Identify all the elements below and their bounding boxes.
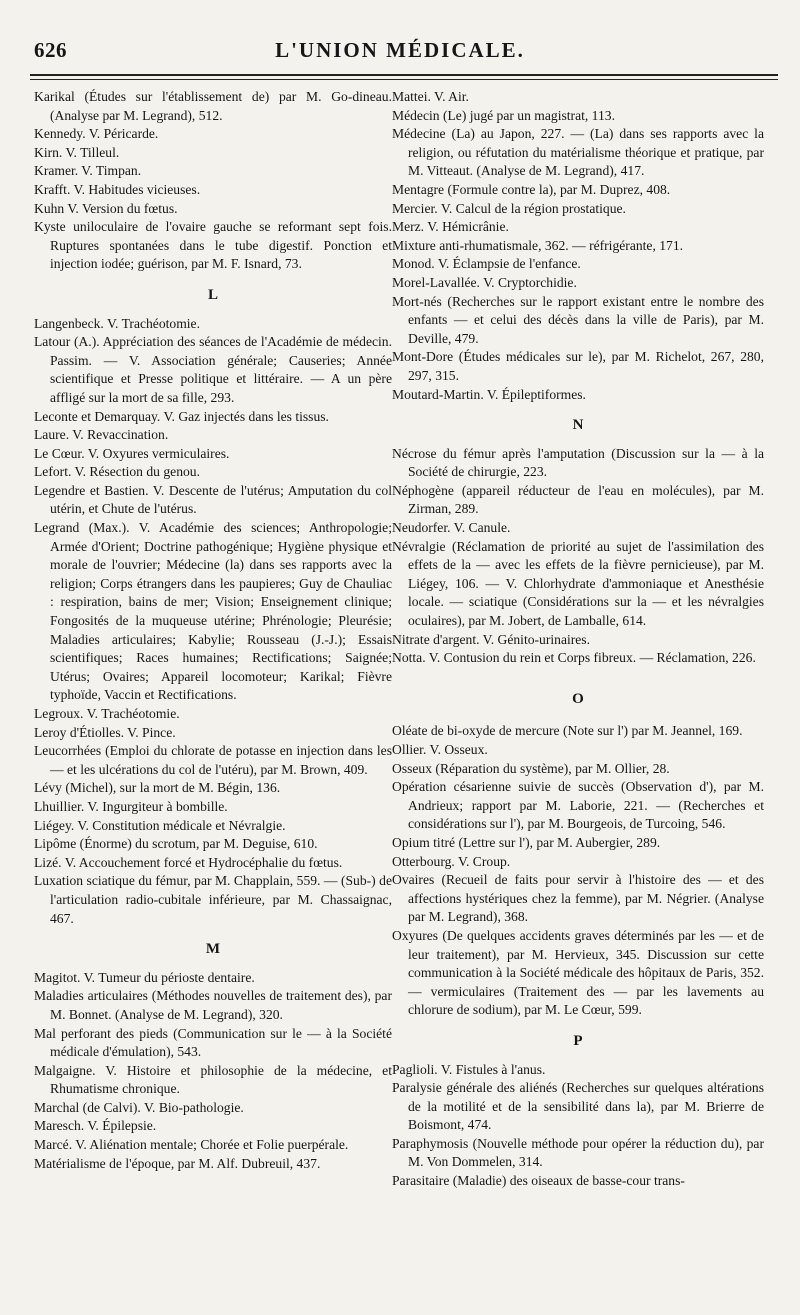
index-entry: Mont-Dore (Études médicales sur le), par M. Richelot, 267, 280, 297, 315. xyxy=(392,349,764,383)
index-entry: Paralysie générale des aliénés (Recherches sur quelques altérations de la motilité et de la sensibilité dans la), par M. Brierre de Boismont, 474. xyxy=(392,1080,764,1133)
index-entry: Ollier. V. Osseux. xyxy=(392,742,488,757)
index-entry: Luxation sciatique du fémur, par M. Chapplain, 559. — (Sub-) de l'articulation radio-cubitale inférieure, par M. Chassaignac, 467. xyxy=(34,873,392,926)
section-letter: M xyxy=(205,941,221,958)
index-entry: Leroy d'Étiolles. V. Pince. xyxy=(34,724,176,740)
index-entry: Mattei. V. Air. xyxy=(392,89,469,104)
index-entry: Leucorrhées (Emploi du chlorate de potasse en injection dans les — et les ulcérations du col de l'utéru), par M. Brown, 409. xyxy=(34,743,392,777)
index-entry: Nécrose du fémur après l'amputation (Discussion sur la — à la Société de chirurgie, 223. xyxy=(392,445,764,480)
index-entry: Mal perforant des pieds (Communication sur le — à la Société médicale d'émulation), 543. xyxy=(34,1025,392,1060)
index-entry: Kennedy. V. Péricarde. xyxy=(34,126,159,142)
index-entry: Legendre et Bastien. V. Descente de l'utérus; Amputation du col utérin, et Chute de l'utérus. xyxy=(34,482,392,517)
index-entry: Neudorfer. V. Canule. xyxy=(392,520,511,536)
index-entry: Opium titré (Lettre sur l'), par M. Aubergier, 289. xyxy=(392,834,661,850)
index-entry: Oxyures (De quelques accidents graves déterminés par les — et de leur traitement), par M. Hervieux, 345. Discussion sur cette communication à la Société médicale des hôpitaux de Paris, 352. — vermiculaires (Traitement des — par les lavements au chlorure de sodium), par M. Le Cœur, 599. xyxy=(392,927,764,1018)
index-entry: Lipôme (Énorme) du scrotum, par M. Deguise, 610. xyxy=(34,836,318,852)
index-entry: Magitot. V. Tumeur du périoste dentaire. xyxy=(34,969,255,985)
index-entry: Matérialisme de l'époque, par M. Alf. Dubreuil, 437. xyxy=(34,1155,321,1171)
index-entry: Kyste uniloculaire de l'ovaire gauche se reformant sept fois. Ruptures spontanées dans le tube digestif. Ponction et injection iodée; guérison, par M. F. Isnard, 73. xyxy=(34,219,392,272)
index-entry: Kuhn V. Version du fœtus. xyxy=(34,200,178,216)
index-entry: Karikal (Études sur l'établissement de) par M. Go-dineau. (Analyse par M. Legrand), 512. xyxy=(34,89,392,123)
index-entry: Marcé. V. Aliénation mentale; Chorée et Folie puerpérale. xyxy=(34,1137,349,1153)
index-entry: Le Cœur. V. Oxyures vermiculaires. xyxy=(34,445,230,461)
index-entry: Lizé. V. Accouchement forcé et Hydrocéphalie du fœtus. xyxy=(34,854,343,870)
index-entry: Osseux (Réparation du système), par M. Ollier, 28. xyxy=(392,760,670,776)
index-entry: Parasitaire (Maladie) des oiseaux de basse-cour trans- xyxy=(392,1173,685,1189)
index-entry: Néphogène (appareil réducteur de l'eau en molécules), par M. Zirman, 289. xyxy=(392,482,764,517)
index-entry: Mercier. V. Calcul de la région prostatique. xyxy=(392,200,626,216)
index-entry: Morel-Lavallée. V. Cryptorchidie. xyxy=(392,274,577,290)
section-letter: P xyxy=(573,1032,583,1049)
index-entry: Lhuillier. V. Ingurgiteur à bombille. xyxy=(34,798,228,814)
index-entry: Kramer. V. Timpan. xyxy=(34,163,142,179)
index-entry: Notta. V. Contusion du rein et Corps fibreux. — Réclamation, 226. xyxy=(392,650,756,666)
index-entry: Médecine (La) au Japon, 227. — (La) dans ses rapports avec la religion, ou réfutation du matérialisme théorique et pratique, par M. Vitteaut. (Analyse de M. Legrand), 417. xyxy=(392,126,764,179)
index-entry: Lefort. V. Résection du genou. xyxy=(34,464,200,480)
page-number: 626 xyxy=(34,38,67,62)
right-column xyxy=(392,88,764,1191)
page-header xyxy=(28,38,772,74)
header-rule-thin xyxy=(30,79,778,80)
section-letter: L xyxy=(207,286,218,303)
index-entry: Moutard-Martin. V. Épileptiformes. xyxy=(392,386,586,402)
index-entry: Névralgie (Réclamation de priorité au sujet de l'assimilation des effets de la — avec les effets de la fièvre pernicieuse), par M. Liégey, 106. — V. Chlorhydrate d'ammoniaque et Anesthésie locale. — sciatique (Considérations sur la — et les névralgies oculaires), par M. Jobert, de Lamballe, 614. xyxy=(392,538,764,629)
index-entry: Paglioli. V. Fistules à l'anus. xyxy=(392,1061,546,1077)
index-entry: Ovaires (Recueil de faits pour servir à l'histoire des — et des affections hystériques chez la femme), par M. Négrier. (Analyse par M. Legrand), 368. xyxy=(392,872,764,925)
index-entry: Laure. V. Revaccination. xyxy=(34,427,169,443)
index-entry: Langenbeck. V. Trachéotomie. xyxy=(34,315,200,331)
running-title: L'UNION MÉDICALE. xyxy=(275,38,525,62)
index-entry: Paraphymosis (Nouvelle méthode pour opérer la réduction du), par M. Von Dommelen, 314. xyxy=(392,1135,764,1170)
index-entry: Mentagre (Formule contre la), par M. Duprez, 408. xyxy=(392,181,671,197)
index-entry: Krafft. V. Habitudes vicieuses. xyxy=(34,181,201,197)
left-column xyxy=(34,88,392,1173)
index-entry: Monod. V. Éclampsie de l'enfance. xyxy=(392,256,581,272)
index-entry: Legroux. V. Trachéotomie. xyxy=(34,706,180,721)
section-letter: N xyxy=(572,417,584,434)
index-entry: Mixture anti-rhumatismale, 362. — réfrigérante, 171. xyxy=(392,237,684,253)
header-rule xyxy=(30,74,778,76)
index-entry: Leconte et Demarquay. V. Gaz injectés dans les tissus. xyxy=(34,408,329,424)
index-entry: Maladies articulaires (Méthodes nouvelles de traitement des), par M. Bonnet. (Analyse de M. Legrand), 320. xyxy=(34,988,392,1022)
section-letter: O xyxy=(572,690,584,707)
index-entry: Opération césarienne suivie de succès (Observation d'), par M. Andrieux; rapport par M. Laborie, 221. — (Recherches et considérations sur l'), par M. Bourgeois, de Turcoing, 546. xyxy=(392,779,764,832)
index-entry: Médecin (Le) jugé par un magistrat, 113. xyxy=(392,107,615,123)
index-entry: Oléate de bi-oxyde de mercure (Note sur l') par M. Jeannel, 169. xyxy=(392,723,743,739)
index-entry: Liégey. V. Constitution médicale et Névralgie. xyxy=(34,817,286,833)
index-entry: Malgaigne. V. Histoire et philosophie de la médecine, et Rhumatisme chronique. xyxy=(34,1062,392,1097)
index-entry: Nitrate d'argent. V. Génito-urinaires. xyxy=(392,631,590,647)
index-entry: Otterbourg. V. Croup. xyxy=(392,853,511,869)
index-entry: Maresch. V. Épilepsie. xyxy=(34,1118,157,1134)
index-entry: Kirn. V. Tilleul. xyxy=(34,144,120,160)
index-entry: Mort-nés (Recherches sur le rapport existant entre le nombre des enfants — et celui des décès dans la ville de Paris), par M. Deville, 479. xyxy=(392,293,764,346)
index-entry: Merz. V. Hémicrânie. xyxy=(392,219,509,235)
index-entry: Marchal (de Calvi). V. Bio-pathologie. xyxy=(34,1099,244,1115)
index-entry: Latour (A.). Appréciation des séances de l'Académie de médecin. Passim. — V. Association générale; Causeries; Année scientifique et Presse politique et littéraire. — A un père affligé sur la mort de sa fille, 293. xyxy=(34,334,392,405)
index-entry: Legrand (Max.). V. Académie des sciences; Anthropologie; Armée d'Orient; Doctrine pathogénique; Hygiène physique et morale de l'ouvrier; Médecine (la) dans ses rapports avec la religion; Corps étrangers dans les paupieres; Guy de Chauliac : respiration, bains de mer; Vision; Enseignement clinique; Fongosités de la muqueuse utérine; Phrénologie; Pleurésie; Maladies articulaires; Kabylie; Rousseau (J.-J.); Essais scientifiques; Races humaines; Rectifications; Saignée; Utérus; Ovaires; Appareil locomoteur; Karikal; Fièvre typhoïde, Vaccin et Rectifications. xyxy=(34,520,392,703)
index-entry: Lévy (Michel), sur la mort de M. Bégin, 136. xyxy=(34,780,281,796)
